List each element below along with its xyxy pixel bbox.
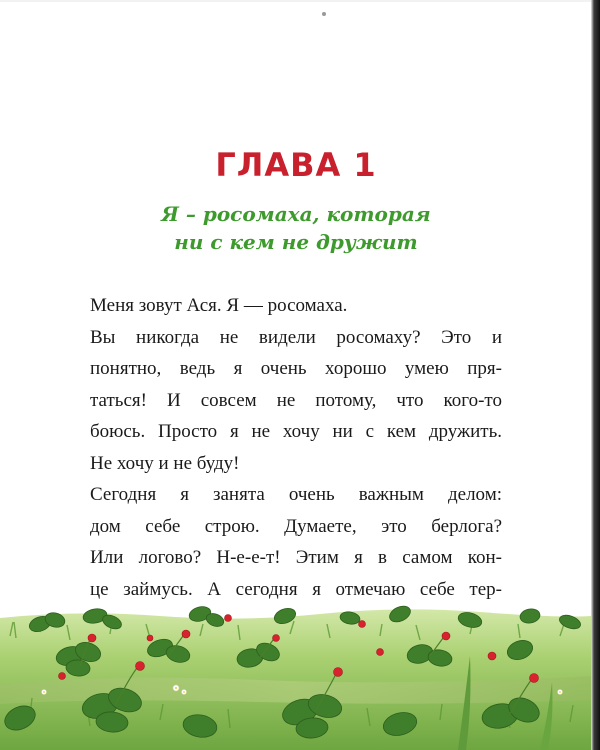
subtitle-line-2: ни с кем не дружит (174, 230, 418, 254)
chapter-subtitle (0, 200, 592, 256)
text-line: Меня зовут Ася. Я — росомаха. (90, 295, 348, 316)
text-line: Сегодня я занята очень важным делом: (90, 484, 502, 505)
scan-edge-top (0, 0, 600, 2)
scan-edge-right (591, 0, 600, 750)
text-line: Не хочу и не буду! (90, 452, 240, 474)
strawberry-meadow-illustration (0, 596, 591, 750)
scan-speck (322, 12, 326, 16)
body-text (90, 290, 502, 605)
text-line: таться! И совсем не потому, что кого-то (90, 389, 502, 411)
text-line: Вы никогда не видели росомаху? Это и (90, 326, 502, 348)
text-line: Или логово? Н-е-е-т! Этим я в самом кон- (90, 547, 502, 568)
chapter-title: ГЛАВА 1 (215, 146, 377, 184)
text-line: понятно, ведь я очень хорошо умею пря- (90, 358, 502, 379)
text-line: це займусь. А сегодня я отмечаю себе тер- (90, 578, 502, 600)
text-line: боюсь. Просто я не хочу ни с кем дружить. (90, 421, 502, 442)
text-line: дом себе строю. Думаете, это берлога? (90, 515, 502, 537)
subtitle-line-1: Я – росомаха, которая (161, 202, 431, 226)
